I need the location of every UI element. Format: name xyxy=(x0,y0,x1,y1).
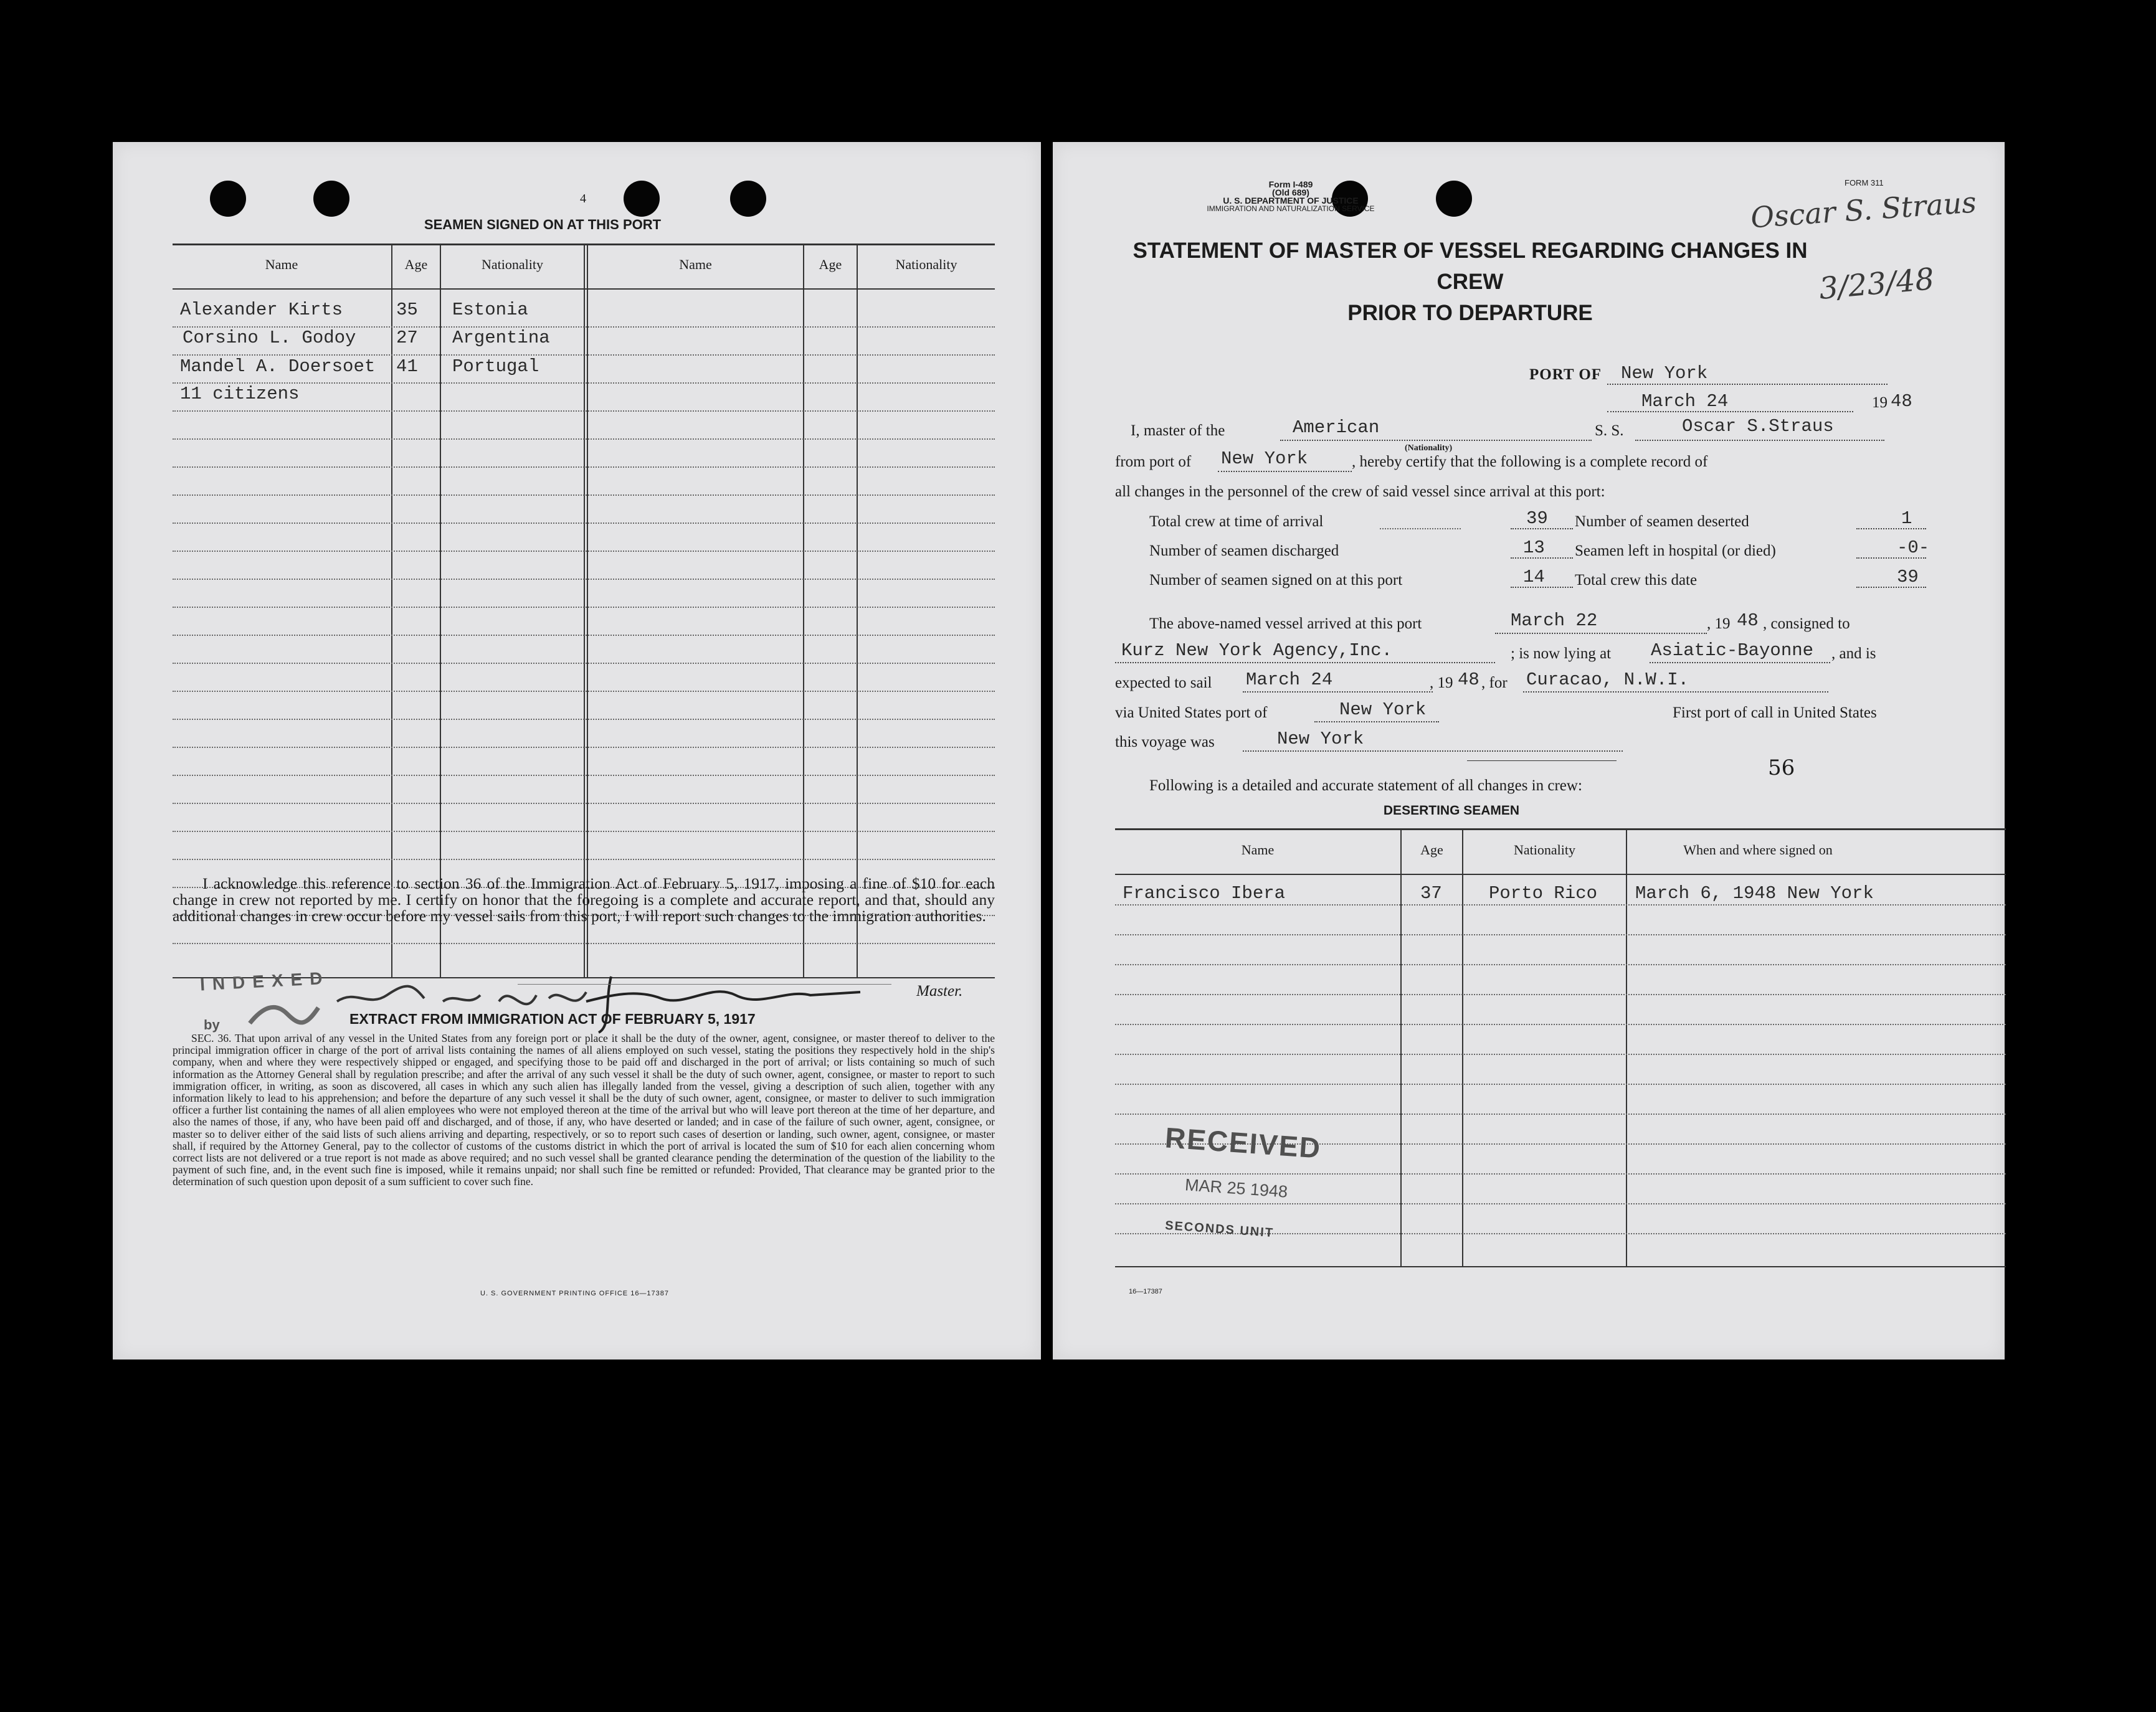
extract-text: SEC. 36. That upon arrival of any vessel in the United States from any foreign port or place it shall be the duty of the owner, agent, consignee, or master thereof to deliver to the principal immigration officer in charge of the port of arrival lists containing the names of all aliens employed on such vessel, stating the positions they respectively hold in the ship's company, when and where they were respectively shipped or engaged, and specifying those to be paid off and discharged in the port of arrival; or lists containing so much of such information as the Attorney General shall by regulation prescribe; and after the arrival of any such vessel it shall be the duty of such owner, agent, consignee, or master to report to such immigration officer, in writing, as soon as discovered, all cases in which any such alien has illegally landed from the vessel, giving a description of such alien, together with any information likely to lead to his apprehension; and before the departure of any such vessel it shall be the duty of such owner, agent, consignee, or master to deliver to such immigration officer a further list containing the names of all alien employees who were not employed thereon at the time of the arrival but who will leave port thereon at the time of her departure, and also the names of those, if any, who have been paid off and discharged, and of those, if any, who have deserted or landed; and in case of the failure of such owner, agent, consignee, or master so to deliver either of the said lists of such aliens arriving and departing, respectively, or so to report such cases of desertion or landing, such owner, agent, consignee, or master shall, if required by the Attorney General, pay to the collector of customs of the customs district in which the port of arrival is located the sum of $10 for each alien concerning whom correct lists are not delivered or a true report is not made as above required; and no such vessel shall be granted clearance pending the determination of the question of the liability to the payment of such fine, and, in the event such fine is imposed, while it remains unpaid; nor shall such fine be remitted or refunded: Provided, That clearance may be granted prior to the determination of such question upon deposit of a sum sufficient to cover such fine. xyxy=(173,1032,995,1188)
master-signature xyxy=(237,964,891,1039)
deserter-signed-on: March 6, 1948 New York xyxy=(1635,883,1874,904)
handwritten-ship-name: Oscar S. Straus xyxy=(1749,185,1978,235)
stat-label: Total crew at time of arrival xyxy=(1149,513,1324,530)
nationality-caption: (Nationality) xyxy=(1405,443,1453,453)
column-header: Name xyxy=(265,257,298,272)
seaman-nationality: Argentina xyxy=(452,328,550,348)
stat-value: 13 xyxy=(1523,537,1545,558)
column-header: Nationality xyxy=(895,257,957,272)
deserter-nationality: Porto Rico xyxy=(1489,883,1598,904)
arrived-label: The above-named vessel arrived at this port xyxy=(1149,615,1422,632)
column-header: When and where signed on xyxy=(1683,842,1833,858)
seaman-nationality: Estonia xyxy=(452,300,528,320)
this-voyage-label: this voyage was xyxy=(1115,734,1215,750)
expected-value: March 24 xyxy=(1246,669,1333,690)
stat-value: 39 xyxy=(1526,508,1548,529)
page-count: 56 xyxy=(1768,755,1795,780)
port-value: New York xyxy=(1621,363,1708,384)
old-form-number: (Old 689) xyxy=(1272,187,1309,197)
port-of-label: PORT OF xyxy=(1529,366,1602,383)
extract-title: EXTRACT FROM IMMIGRATION ACT OF FEBRUARY 5, 1917 xyxy=(349,1011,756,1027)
via-label: via United States port of xyxy=(1115,704,1268,721)
certify-text: , hereby certify that the following is a complete record of xyxy=(1352,453,1708,470)
received-stamp: RECEIVED xyxy=(1164,1121,1323,1165)
stat-value: -0- xyxy=(1897,537,1930,558)
punch-hole xyxy=(730,181,766,217)
form-title-line1: STATEMENT OF MASTER OF VESSEL REGARDING CHANGES IN CREW xyxy=(1133,239,1808,294)
all-changes-text: all changes in the personnel of the crew of said vessel since arrival at this port: xyxy=(1115,483,1605,500)
deserter-age: 37 xyxy=(1420,883,1442,904)
expected-label: expected to sail xyxy=(1115,674,1212,691)
seaman-name: Alexander Kirts xyxy=(180,300,343,320)
department: U. S. DEPARTMENT OF JUSTICE xyxy=(1223,196,1359,206)
ship-name: Oscar S.Straus xyxy=(1682,416,1834,437)
indexed-stamp: INDEXED xyxy=(199,968,331,995)
received-date: MAR 25 1948 xyxy=(1184,1175,1288,1201)
agent-value: Kurz New York Agency,Inc. xyxy=(1121,640,1393,661)
punch-hole xyxy=(624,181,660,217)
column-header: Name xyxy=(679,257,712,272)
seaman-name: 11 citizens xyxy=(180,384,300,404)
arrived-value: March 22 xyxy=(1511,610,1598,631)
punch-hole xyxy=(313,181,349,217)
via-value: New York xyxy=(1339,699,1427,720)
deserting-header-rule xyxy=(1115,874,2006,875)
following-text: Following is a detailed and accurate statement of all changes in crew: xyxy=(1149,777,1582,794)
date-year: 48 xyxy=(1891,391,1912,412)
first-port-label: First port of call in United States xyxy=(1673,704,1877,721)
from-port-label: from port of xyxy=(1115,453,1192,470)
deserting-table-bottom xyxy=(1115,1266,2006,1267)
master-of-label: I, master of the xyxy=(1131,422,1225,439)
seaman-age: 27 xyxy=(396,328,418,348)
for-label: , for xyxy=(1481,674,1508,691)
for-value: Curacao, N.W.I. xyxy=(1526,669,1689,690)
stat-value: 39 xyxy=(1897,567,1919,587)
seaman-name: Corsino L. Godoy xyxy=(183,328,356,348)
handwritten-date: 3/23/48 xyxy=(1817,262,1936,306)
stat-label: Number of seamen deserted xyxy=(1575,513,1749,530)
stat-label: Number of seamen discharged xyxy=(1149,542,1339,559)
lying-at-value: Asiatic-Bayonne xyxy=(1651,640,1814,661)
printing-office: U. S. GOVERNMENT PRINTING OFFICE 16—17387 xyxy=(480,1290,670,1297)
received-unit: SECONDS UNIT xyxy=(1164,1218,1275,1241)
date-year-prefix: 19 xyxy=(1872,394,1888,411)
consigned-label: , consigned to xyxy=(1763,615,1850,632)
left-page xyxy=(113,142,1041,1360)
seaman-age: 35 xyxy=(396,300,418,320)
arrived-year: 48 xyxy=(1737,610,1759,631)
and-is-label: , and is xyxy=(1831,645,1876,662)
column-header: Age xyxy=(819,257,842,272)
expected-year-prefix: , 19 xyxy=(1430,674,1453,691)
stat-value: 14 xyxy=(1523,567,1545,587)
section-title: SEAMEN SIGNED ON AT THIS PORT xyxy=(424,217,662,232)
service: IMMIGRATION AND NATURALIZATION SERVICE xyxy=(1207,204,1375,213)
stat-label: Seamen left in hospital (or died) xyxy=(1575,542,1776,559)
column-header: Nationality xyxy=(1514,842,1575,858)
ss-label: S. S. xyxy=(1595,422,1624,439)
from-port-value: New York xyxy=(1221,448,1308,469)
punch-hole xyxy=(210,181,246,217)
page-number: 4 xyxy=(580,192,586,206)
acknowledgement-text: I acknowledge this reference to section 36 of the Immigration Act of February 5, 1917, imposing a fine of $10 for each change in crew not reported by me. I certify on honor that the foregoing is a complete and accurate report, and that, should any additional changes in crew occur before my vessel sails from this port, I will report such changes to the immigration authorities. xyxy=(173,874,995,925)
column-header: Age xyxy=(404,257,428,272)
master-label: Master. xyxy=(916,983,963,1000)
right-page xyxy=(1053,142,2005,1360)
column-header: Nationality xyxy=(482,257,543,272)
indexed-by-label: by xyxy=(204,1017,220,1033)
expected-year: 48 xyxy=(1458,669,1479,690)
deserting-table-top xyxy=(1115,828,2006,830)
date-value: March 24 xyxy=(1641,391,1729,412)
column-header: Name xyxy=(1241,842,1275,858)
deserter-name: Francisco Ibera xyxy=(1123,883,1286,904)
seaman-age: 41 xyxy=(396,356,418,377)
footer-code: 16—17387 xyxy=(1129,1288,1162,1295)
form-311: FORM 311 xyxy=(1845,178,1884,187)
seaman-name: Mandel A. Doersoet xyxy=(180,356,376,377)
stat-label: Number of seamen signed on at this port xyxy=(1149,572,1403,589)
seaman-nationality: Portugal xyxy=(452,356,539,377)
stat-label: Total crew this date xyxy=(1575,572,1698,589)
arrived-year-prefix: , 19 xyxy=(1707,615,1731,632)
lying-at-label: ; is now lying at xyxy=(1511,645,1612,662)
deserting-title: DESERTING SEAMEN xyxy=(1383,803,1520,818)
nationality-value: American xyxy=(1293,417,1380,438)
column-header: Age xyxy=(1420,842,1443,858)
this-voyage-value: New York xyxy=(1277,729,1364,749)
form-number: Form I-489 xyxy=(1268,179,1313,189)
stat-value: 1 xyxy=(1901,508,1912,529)
form-title-line2: PRIOR TO DEPARTURE xyxy=(1347,301,1593,325)
punch-hole xyxy=(1436,181,1472,217)
